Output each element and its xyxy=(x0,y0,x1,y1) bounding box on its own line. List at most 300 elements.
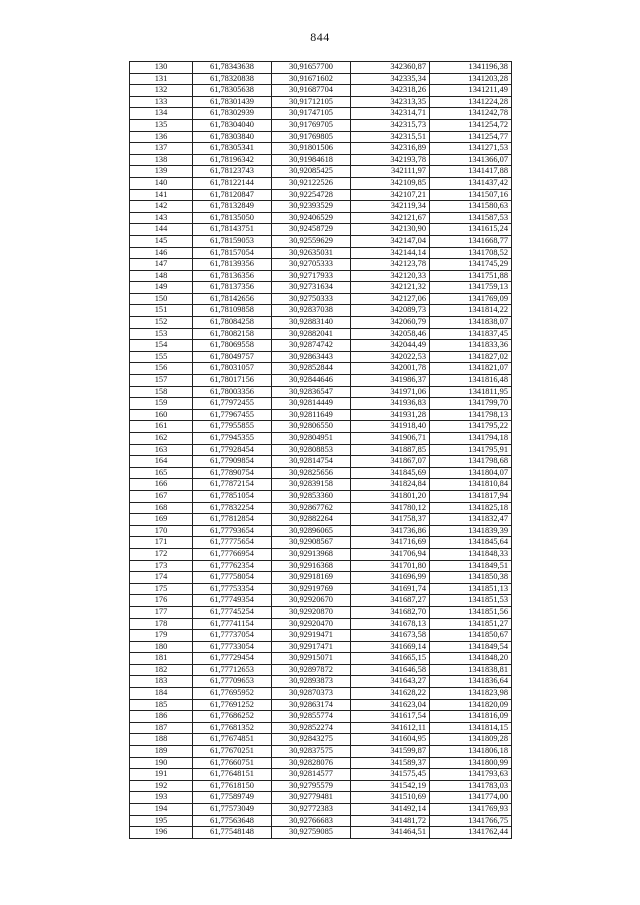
x-coordinate-cell: 341665,15 xyxy=(351,653,430,665)
x-coordinate-cell: 341589,37 xyxy=(351,757,430,769)
longitude-cell: 30,92844646 xyxy=(272,375,351,387)
table-row xyxy=(130,827,512,839)
latitude-cell: 61,77812854 xyxy=(193,514,272,526)
point-number-cell: 165 xyxy=(130,467,193,479)
x-coordinate-cell: 341623,04 xyxy=(351,699,430,711)
y-coordinate-cell: 1341769,09 xyxy=(430,293,512,305)
longitude-cell: 30,92916368 xyxy=(272,560,351,572)
longitude-cell: 30,91769805 xyxy=(272,131,351,143)
longitude-cell: 30,92915071 xyxy=(272,653,351,665)
longitude-cell: 30,91712105 xyxy=(272,96,351,108)
table-row xyxy=(130,815,512,827)
latitude-cell: 61,78082158 xyxy=(193,328,272,340)
table-row xyxy=(130,340,512,352)
point-number-cell: 196 xyxy=(130,827,193,839)
longitude-cell: 30,92750333 xyxy=(272,293,351,305)
y-coordinate-cell: 1341814,22 xyxy=(430,305,512,317)
y-coordinate-cell: 1341845,64 xyxy=(430,537,512,549)
longitude-cell: 30,92806550 xyxy=(272,421,351,433)
latitude-cell: 61,77793654 xyxy=(193,525,272,537)
point-number-cell: 167 xyxy=(130,490,193,502)
table-row xyxy=(130,131,512,143)
y-coordinate-cell: 1341759,13 xyxy=(430,282,512,294)
latitude-cell: 61,78142656 xyxy=(193,293,272,305)
y-coordinate-cell: 1341766,75 xyxy=(430,815,512,827)
latitude-cell: 61,78196342 xyxy=(193,154,272,166)
x-coordinate-cell: 341696,99 xyxy=(351,572,430,584)
y-coordinate-cell: 1341799,70 xyxy=(430,398,512,410)
y-coordinate-cell: 1341794,18 xyxy=(430,433,512,445)
latitude-cell: 61,78303840 xyxy=(193,131,272,143)
y-coordinate-cell: 1341751,88 xyxy=(430,270,512,282)
x-coordinate-cell: 341617,54 xyxy=(351,711,430,723)
x-coordinate-cell: 341673,58 xyxy=(351,630,430,642)
table-row xyxy=(130,212,512,224)
latitude-cell: 61,77745254 xyxy=(193,606,272,618)
x-coordinate-cell: 342144,14 xyxy=(351,247,430,259)
table-row xyxy=(130,108,512,120)
table-row xyxy=(130,119,512,131)
longitude-cell: 30,92852844 xyxy=(272,363,351,375)
longitude-cell: 30,92863443 xyxy=(272,351,351,363)
longitude-cell: 30,92897872 xyxy=(272,664,351,676)
latitude-cell: 61,77548148 xyxy=(193,827,272,839)
y-coordinate-cell: 1341811,95 xyxy=(430,386,512,398)
table-row xyxy=(130,664,512,676)
x-coordinate-cell: 341687,27 xyxy=(351,595,430,607)
latitude-cell: 61,78143751 xyxy=(193,224,272,236)
longitude-cell: 30,92893873 xyxy=(272,676,351,688)
point-number-cell: 161 xyxy=(130,421,193,433)
longitude-cell: 30,92795579 xyxy=(272,780,351,792)
x-coordinate-cell: 342360,87 xyxy=(351,62,430,74)
table-row xyxy=(130,734,512,746)
latitude-cell: 61,77712653 xyxy=(193,664,272,676)
point-number-cell: 140 xyxy=(130,177,193,189)
table-row xyxy=(130,514,512,526)
longitude-cell: 30,92458729 xyxy=(272,224,351,236)
longitude-cell: 30,92085425 xyxy=(272,166,351,178)
longitude-cell: 30,92808853 xyxy=(272,444,351,456)
y-coordinate-cell: 1341838,81 xyxy=(430,664,512,676)
table-row xyxy=(130,641,512,653)
longitude-cell: 30,92814577 xyxy=(272,769,351,781)
table-row xyxy=(130,73,512,85)
x-coordinate-cell: 342044,49 xyxy=(351,340,430,352)
latitude-cell: 61,77872154 xyxy=(193,479,272,491)
point-number-cell: 152 xyxy=(130,317,193,329)
longitude-cell: 30,92828076 xyxy=(272,757,351,769)
x-coordinate-cell: 342193,78 xyxy=(351,154,430,166)
x-coordinate-cell: 341575,45 xyxy=(351,769,430,781)
y-coordinate-cell: 1341816,48 xyxy=(430,375,512,387)
y-coordinate-cell: 1341804,07 xyxy=(430,467,512,479)
x-coordinate-cell: 342147,04 xyxy=(351,235,430,247)
table-row xyxy=(130,746,512,758)
x-coordinate-cell: 341464,51 xyxy=(351,827,430,839)
longitude-cell: 30,92804951 xyxy=(272,433,351,445)
point-number-cell: 176 xyxy=(130,595,193,607)
table-row xyxy=(130,375,512,387)
longitude-cell: 30,92913968 xyxy=(272,548,351,560)
y-coordinate-cell: 1341850,67 xyxy=(430,630,512,642)
x-coordinate-cell: 341918,40 xyxy=(351,421,430,433)
latitude-cell: 61,78003356 xyxy=(193,386,272,398)
x-coordinate-cell: 342318,26 xyxy=(351,85,430,97)
y-coordinate-cell: 1341851,53 xyxy=(430,595,512,607)
x-coordinate-cell: 342058,46 xyxy=(351,328,430,340)
x-coordinate-cell: 342107,21 xyxy=(351,189,430,201)
point-number-cell: 132 xyxy=(130,85,193,97)
table-row xyxy=(130,293,512,305)
table-row xyxy=(130,525,512,537)
latitude-cell: 61,77749354 xyxy=(193,595,272,607)
y-coordinate-cell: 1341848,33 xyxy=(430,548,512,560)
point-number-cell: 168 xyxy=(130,502,193,514)
latitude-cell: 61,78120847 xyxy=(193,189,272,201)
y-coordinate-cell: 1341851,13 xyxy=(430,583,512,595)
latitude-cell: 61,78084258 xyxy=(193,317,272,329)
point-number-cell: 187 xyxy=(130,722,193,734)
latitude-cell: 61,78159053 xyxy=(193,235,272,247)
table-row xyxy=(130,630,512,642)
point-number-cell: 184 xyxy=(130,688,193,700)
x-coordinate-cell: 341706,94 xyxy=(351,548,430,560)
latitude-cell: 61,77733054 xyxy=(193,641,272,653)
latitude-cell: 61,77695952 xyxy=(193,688,272,700)
y-coordinate-cell: 1341833,36 xyxy=(430,340,512,352)
table-row xyxy=(130,363,512,375)
latitude-cell: 61,78049757 xyxy=(193,351,272,363)
x-coordinate-cell: 341599,87 xyxy=(351,746,430,758)
y-coordinate-cell: 1341211,49 xyxy=(430,85,512,97)
latitude-cell: 61,78017156 xyxy=(193,375,272,387)
point-number-cell: 182 xyxy=(130,664,193,676)
longitude-cell: 30,92814449 xyxy=(272,398,351,410)
latitude-cell: 61,78031057 xyxy=(193,363,272,375)
latitude-cell: 61,77945355 xyxy=(193,433,272,445)
x-coordinate-cell: 341758,37 xyxy=(351,514,430,526)
y-coordinate-cell: 1341816,09 xyxy=(430,711,512,723)
x-coordinate-cell: 341678,13 xyxy=(351,618,430,630)
y-coordinate-cell: 1341254,72 xyxy=(430,119,512,131)
longitude-cell: 30,92920670 xyxy=(272,595,351,607)
x-coordinate-cell: 341906,71 xyxy=(351,433,430,445)
y-coordinate-cell: 1341817,94 xyxy=(430,490,512,502)
point-number-cell: 172 xyxy=(130,548,193,560)
latitude-cell: 61,77648151 xyxy=(193,769,272,781)
point-number-cell: 155 xyxy=(130,351,193,363)
x-coordinate-cell: 341780,12 xyxy=(351,502,430,514)
longitude-cell: 30,92837575 xyxy=(272,746,351,758)
y-coordinate-cell: 1341827,02 xyxy=(430,351,512,363)
point-number-cell: 169 xyxy=(130,514,193,526)
table-row xyxy=(130,722,512,734)
x-coordinate-cell: 341736,86 xyxy=(351,525,430,537)
latitude-cell: 61,77709653 xyxy=(193,676,272,688)
latitude-cell: 61,77670251 xyxy=(193,746,272,758)
point-number-cell: 131 xyxy=(130,73,193,85)
y-coordinate-cell: 1341242,78 xyxy=(430,108,512,120)
longitude-cell: 30,92919769 xyxy=(272,583,351,595)
y-coordinate-cell: 1341366,07 xyxy=(430,154,512,166)
table-row xyxy=(130,688,512,700)
y-coordinate-cell: 1341224,28 xyxy=(430,96,512,108)
latitude-cell: 61,78343638 xyxy=(193,62,272,74)
x-coordinate-cell: 342130,90 xyxy=(351,224,430,236)
x-coordinate-cell: 342060,79 xyxy=(351,317,430,329)
longitude-cell: 30,92908567 xyxy=(272,537,351,549)
x-coordinate-cell: 341510,69 xyxy=(351,792,430,804)
longitude-cell: 30,92919471 xyxy=(272,630,351,642)
latitude-cell: 61,78139356 xyxy=(193,259,272,271)
y-coordinate-cell: 1341800,99 xyxy=(430,757,512,769)
x-coordinate-cell: 341682,70 xyxy=(351,606,430,618)
point-number-cell: 181 xyxy=(130,653,193,665)
point-number-cell: 164 xyxy=(130,456,193,468)
longitude-cell: 30,92843275 xyxy=(272,734,351,746)
table-row xyxy=(130,235,512,247)
point-number-cell: 133 xyxy=(130,96,193,108)
x-coordinate-cell: 342109,85 xyxy=(351,177,430,189)
y-coordinate-cell: 1341795,22 xyxy=(430,421,512,433)
y-coordinate-cell: 1341615,24 xyxy=(430,224,512,236)
point-number-cell: 160 xyxy=(130,409,193,421)
y-coordinate-cell: 1341507,16 xyxy=(430,189,512,201)
y-coordinate-cell: 1341838,07 xyxy=(430,317,512,329)
x-coordinate-cell: 342089,73 xyxy=(351,305,430,317)
point-number-cell: 188 xyxy=(130,734,193,746)
table-row xyxy=(130,189,512,201)
x-coordinate-cell: 341845,69 xyxy=(351,467,430,479)
x-coordinate-cell: 341612,11 xyxy=(351,722,430,734)
longitude-cell: 30,92772383 xyxy=(272,804,351,816)
table-row xyxy=(130,583,512,595)
y-coordinate-cell: 1341417,88 xyxy=(430,166,512,178)
latitude-cell: 61,78123743 xyxy=(193,166,272,178)
latitude-cell: 61,78135050 xyxy=(193,212,272,224)
latitude-cell: 61,78136356 xyxy=(193,270,272,282)
latitude-cell: 61,77618150 xyxy=(193,780,272,792)
point-number-cell: 144 xyxy=(130,224,193,236)
latitude-cell: 61,78137356 xyxy=(193,282,272,294)
point-number-cell: 142 xyxy=(130,201,193,213)
longitude-cell: 30,92874742 xyxy=(272,340,351,352)
latitude-cell: 61,77890754 xyxy=(193,467,272,479)
point-number-cell: 143 xyxy=(130,212,193,224)
point-number-cell: 134 xyxy=(130,108,193,120)
table-row xyxy=(130,282,512,294)
point-number-cell: 185 xyxy=(130,699,193,711)
x-coordinate-cell: 342335,34 xyxy=(351,73,430,85)
latitude-cell: 61,77928454 xyxy=(193,444,272,456)
table-row xyxy=(130,537,512,549)
longitude-cell: 30,92839158 xyxy=(272,479,351,491)
table-row xyxy=(130,595,512,607)
longitude-cell: 30,92559629 xyxy=(272,235,351,247)
latitude-cell: 61,77967455 xyxy=(193,409,272,421)
point-number-cell: 195 xyxy=(130,815,193,827)
point-number-cell: 135 xyxy=(130,119,193,131)
longitude-cell: 30,92814754 xyxy=(272,456,351,468)
point-number-cell: 177 xyxy=(130,606,193,618)
point-number-cell: 174 xyxy=(130,572,193,584)
y-coordinate-cell: 1341851,27 xyxy=(430,618,512,630)
point-number-cell: 178 xyxy=(130,618,193,630)
y-coordinate-cell: 1341836,64 xyxy=(430,676,512,688)
latitude-cell: 61,78305341 xyxy=(193,143,272,155)
latitude-cell: 61,77972455 xyxy=(193,398,272,410)
latitude-cell: 61,78132849 xyxy=(193,201,272,213)
y-coordinate-cell: 1341254,77 xyxy=(430,131,512,143)
point-number-cell: 150 xyxy=(130,293,193,305)
x-coordinate-cell: 342121,32 xyxy=(351,282,430,294)
latitude-cell: 61,77775654 xyxy=(193,537,272,549)
point-number-cell: 166 xyxy=(130,479,193,491)
point-number-cell: 157 xyxy=(130,375,193,387)
table-row xyxy=(130,270,512,282)
coordinates-table-body xyxy=(130,62,512,839)
latitude-cell: 61,77758054 xyxy=(193,572,272,584)
x-coordinate-cell: 342314,71 xyxy=(351,108,430,120)
coordinates-table xyxy=(129,61,512,839)
longitude-cell: 30,92918169 xyxy=(272,572,351,584)
x-coordinate-cell: 341716,69 xyxy=(351,537,430,549)
x-coordinate-cell: 341669,14 xyxy=(351,641,430,653)
latitude-cell: 61,77681352 xyxy=(193,722,272,734)
longitude-cell: 30,92870373 xyxy=(272,688,351,700)
latitude-cell: 61,77737054 xyxy=(193,630,272,642)
longitude-cell: 30,92731634 xyxy=(272,282,351,294)
longitude-cell: 30,92759085 xyxy=(272,827,351,839)
x-coordinate-cell: 341542,19 xyxy=(351,780,430,792)
longitude-cell: 30,92855774 xyxy=(272,711,351,723)
table-row xyxy=(130,711,512,723)
point-number-cell: 162 xyxy=(130,433,193,445)
longitude-cell: 30,92867762 xyxy=(272,502,351,514)
y-coordinate-cell: 1341708,52 xyxy=(430,247,512,259)
x-coordinate-cell: 341481,72 xyxy=(351,815,430,827)
longitude-cell: 30,92917471 xyxy=(272,641,351,653)
x-coordinate-cell: 342315,73 xyxy=(351,119,430,131)
latitude-cell: 61,77851054 xyxy=(193,490,272,502)
table-row xyxy=(130,85,512,97)
latitude-cell: 61,77832254 xyxy=(193,502,272,514)
table-row xyxy=(130,317,512,329)
y-coordinate-cell: 1341825,18 xyxy=(430,502,512,514)
table-row xyxy=(130,328,512,340)
table-row xyxy=(130,479,512,491)
table-row xyxy=(130,386,512,398)
longitude-cell: 30,92705333 xyxy=(272,259,351,271)
longitude-cell: 30,92852274 xyxy=(272,722,351,734)
table-row xyxy=(130,143,512,155)
longitude-cell: 30,92254728 xyxy=(272,189,351,201)
table-row xyxy=(130,305,512,317)
y-coordinate-cell: 1341798,13 xyxy=(430,409,512,421)
point-number-cell: 189 xyxy=(130,746,193,758)
point-number-cell: 149 xyxy=(130,282,193,294)
x-coordinate-cell: 342120,33 xyxy=(351,270,430,282)
latitude-cell: 61,77766954 xyxy=(193,548,272,560)
x-coordinate-cell: 341824,84 xyxy=(351,479,430,491)
point-number-cell: 130 xyxy=(130,62,193,74)
longitude-cell: 30,92766683 xyxy=(272,815,351,827)
latitude-cell: 61,77753354 xyxy=(193,583,272,595)
y-coordinate-cell: 1341795,91 xyxy=(430,444,512,456)
x-coordinate-cell: 342123,78 xyxy=(351,259,430,271)
longitude-cell: 30,92836547 xyxy=(272,386,351,398)
longitude-cell: 30,91687704 xyxy=(272,85,351,97)
table-row xyxy=(130,409,512,421)
longitude-cell: 30,92717933 xyxy=(272,270,351,282)
longitude-cell: 30,92825656 xyxy=(272,467,351,479)
latitude-cell: 61,77741154 xyxy=(193,618,272,630)
y-coordinate-cell: 1341850,38 xyxy=(430,572,512,584)
point-number-cell: 175 xyxy=(130,583,193,595)
x-coordinate-cell: 341701,80 xyxy=(351,560,430,572)
x-coordinate-cell: 341628,22 xyxy=(351,688,430,700)
table-row xyxy=(130,792,512,804)
table-row xyxy=(130,653,512,665)
y-coordinate-cell: 1341203,28 xyxy=(430,73,512,85)
y-coordinate-cell: 1341809,28 xyxy=(430,734,512,746)
point-number-cell: 139 xyxy=(130,166,193,178)
x-coordinate-cell: 342001,78 xyxy=(351,363,430,375)
longitude-cell: 30,92122526 xyxy=(272,177,351,189)
latitude-cell: 61,78301439 xyxy=(193,96,272,108)
x-coordinate-cell: 342127,06 xyxy=(351,293,430,305)
longitude-cell: 30,92882264 xyxy=(272,514,351,526)
table-row xyxy=(130,804,512,816)
table-row xyxy=(130,421,512,433)
table-row xyxy=(130,444,512,456)
table-row xyxy=(130,224,512,236)
latitude-cell: 61,78122144 xyxy=(193,177,272,189)
point-number-cell: 145 xyxy=(130,235,193,247)
y-coordinate-cell: 1341587,53 xyxy=(430,212,512,224)
point-number-cell: 138 xyxy=(130,154,193,166)
y-coordinate-cell: 1341437,42 xyxy=(430,177,512,189)
x-coordinate-cell: 342313,35 xyxy=(351,96,430,108)
y-coordinate-cell: 1341849,54 xyxy=(430,641,512,653)
point-number-cell: 153 xyxy=(130,328,193,340)
point-number-cell: 191 xyxy=(130,769,193,781)
latitude-cell: 61,77660751 xyxy=(193,757,272,769)
table-row xyxy=(130,572,512,584)
y-coordinate-cell: 1341820,09 xyxy=(430,699,512,711)
table-row xyxy=(130,177,512,189)
latitude-cell: 61,78109858 xyxy=(193,305,272,317)
x-coordinate-cell: 341887,85 xyxy=(351,444,430,456)
x-coordinate-cell: 342111,97 xyxy=(351,166,430,178)
x-coordinate-cell: 341691,74 xyxy=(351,583,430,595)
table-row xyxy=(130,351,512,363)
latitude-cell: 61,78304040 xyxy=(193,119,272,131)
x-coordinate-cell: 341867,07 xyxy=(351,456,430,468)
point-number-cell: 163 xyxy=(130,444,193,456)
y-coordinate-cell: 1341823,98 xyxy=(430,688,512,700)
latitude-cell: 61,77729454 xyxy=(193,653,272,665)
longitude-cell: 30,91747105 xyxy=(272,108,351,120)
point-number-cell: 151 xyxy=(130,305,193,317)
x-coordinate-cell: 341492,14 xyxy=(351,804,430,816)
longitude-cell: 30,92882041 xyxy=(272,328,351,340)
point-number-cell: 156 xyxy=(130,363,193,375)
y-coordinate-cell: 1341849,51 xyxy=(430,560,512,572)
latitude-cell: 61,77563648 xyxy=(193,815,272,827)
y-coordinate-cell: 1341806,18 xyxy=(430,746,512,758)
